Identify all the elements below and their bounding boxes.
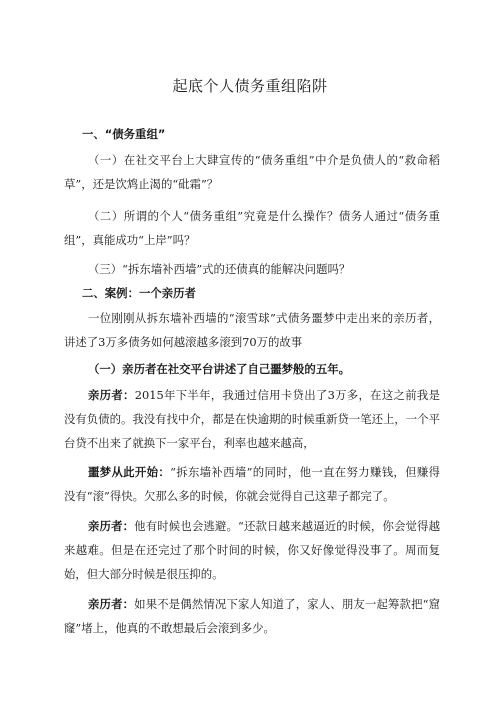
paragraph-text: 如果不是偶然情况下家人知道了，家人、朋友一起筹款把“窟窿”堵上，他真的不敢想最后会滚到多少。 [64, 597, 440, 635]
section-heading-debt-restructuring: 一、“债务重组” [82, 127, 166, 141]
speaker-label: 亲历者： [88, 597, 135, 611]
speaker-label: 噩梦从此开始： [88, 465, 171, 479]
paragraph-text: “拆东墙补西墙”的同时，他一直在努力赚钱，但赚得没有“滚”得快。欠那么多的时候，你就会觉得自己这辈子都完了。 [64, 465, 440, 503]
paragraph-text: 2015年下半年，我通过信用卡贷出了3万多，在这之前我是没有负债的。我没有找中介，都是在快逾期的时候重新贷一笔还上，一个平台贷不出来了就换下一家平台，利率也越来越高， [64, 388, 440, 450]
speaker-label: 亲历者： [88, 388, 135, 402]
section-heading-case: 二、案例：一个亲历者 [82, 286, 196, 300]
case-paragraph-3 [64, 514, 440, 586]
page-title: 起底个人债务重组陷阱 [172, 77, 328, 95]
case-paragraph-2 [64, 460, 440, 508]
speaker-label: 亲历者： [88, 519, 135, 533]
question-paragraph-1: （一）在社交平台上大肆宣传的“债务重组”中介是负债人的“救命稻草”，还是饮鸩止渴的“砒霜”？ [64, 153, 440, 191]
case-subheading: （一）亲历者在社交平台讲述了自己噩梦般的五年。 [88, 362, 350, 376]
question-paragraph-2: （二）所谓的个人“债务重组”究竟是什么操作？债务人通过“债务重组”，真能成功“上岸”吗？ [64, 209, 440, 247]
case-paragraph-1 [64, 383, 440, 455]
paragraph-text: 他有时候也会逃避。“还款日越来越逼近的时候，你会觉得越来越难。但是在还完过了那个时间的时候，你又好像觉得没事了。周而复始，但大部分时候是很压抑的。 [64, 519, 440, 581]
question-paragraph-3: （三）“拆东墙补西墙”式的还债真的能解决问题吗？ [88, 262, 351, 276]
case-intro-paragraph: 一位刚刚从拆东墙补西墙的“滚雪球”式债务噩梦中走出来的亲历者，讲述了3万多债务如何越滚越多滚到70万的故事 [64, 311, 440, 349]
case-paragraph-4 [64, 592, 440, 640]
